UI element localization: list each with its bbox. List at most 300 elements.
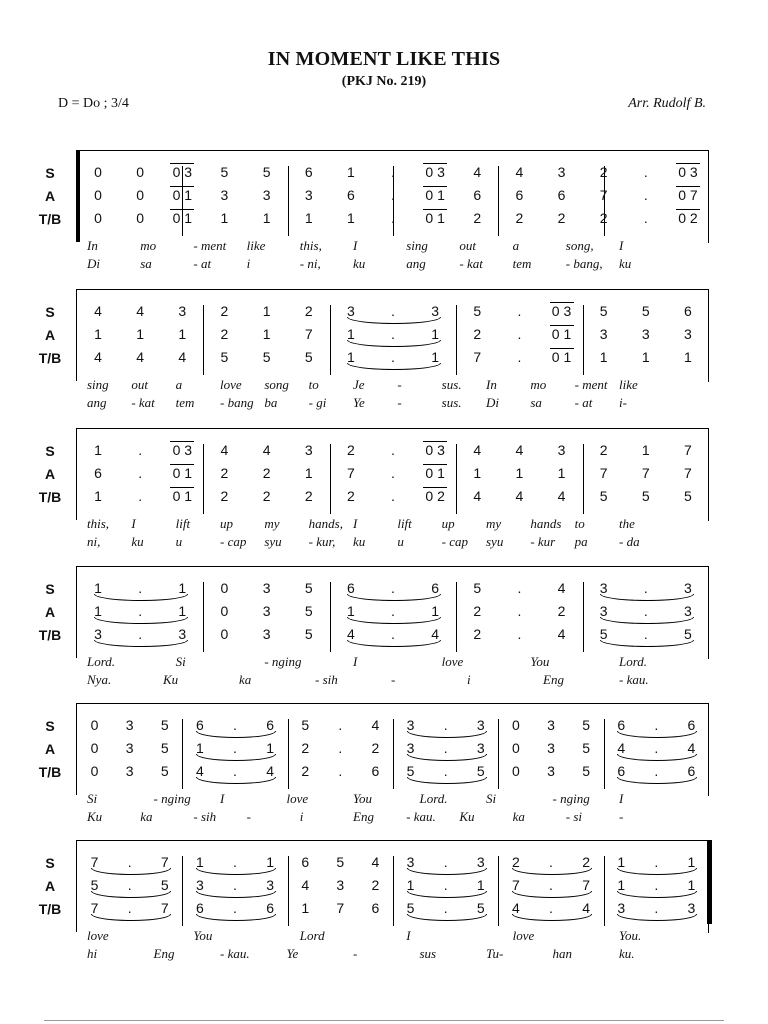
note-a: . — [549, 877, 553, 893]
lyric-indonesian: ku. — [619, 946, 635, 961]
lyric-indonesian: - bang — [220, 395, 254, 410]
note-s: 3 — [178, 303, 187, 319]
note-a: 6 — [473, 187, 482, 203]
note-a: 1 — [266, 740, 274, 756]
lyric-indonesian: ang — [406, 256, 426, 271]
note-tb: 4 — [557, 626, 566, 642]
note-a: 2 — [473, 603, 482, 619]
note-a: 1 — [304, 465, 313, 481]
note-s: 0 — [220, 580, 229, 596]
note-tb: . — [391, 210, 395, 226]
lyric-english: Si — [87, 791, 98, 806]
eighth-beam — [423, 464, 447, 465]
lyric-english: hands, — [308, 516, 343, 531]
bar-line — [182, 719, 183, 789]
note-a: 1 — [473, 465, 482, 481]
note-a: 2 — [262, 465, 271, 481]
lyric-indonesian: Di — [87, 256, 100, 271]
note-tb: . — [654, 763, 659, 779]
eighth-beam — [170, 441, 194, 442]
lyric-indonesian: - da — [619, 534, 640, 549]
note-tb: 3 — [687, 900, 696, 916]
lyric-indonesian: sus. — [441, 395, 462, 410]
note-s: 2 — [582, 854, 590, 870]
lyric-indonesian: Eng — [353, 809, 374, 824]
lyric-indonesian: - — [353, 946, 358, 961]
lyric-indonesian: hi — [87, 946, 98, 961]
note-s: . — [643, 580, 648, 596]
note-a: 1 — [94, 326, 102, 342]
lyric-indonesian: Ye — [286, 946, 299, 961]
note-a: 0 — [220, 603, 229, 619]
note-a: 3 — [195, 877, 204, 893]
note-s: 4 — [94, 303, 102, 319]
note-tb: 2 — [557, 210, 566, 226]
note-tb: 3 — [617, 900, 626, 916]
note-s: 1 — [641, 442, 650, 458]
note-s: 0 3 — [172, 442, 193, 458]
note-tb: 4 — [266, 763, 274, 779]
note-s: 4 — [473, 164, 482, 180]
note-s: 7 — [160, 854, 169, 870]
note-tb: . — [127, 900, 132, 916]
note-tb: 6 — [371, 763, 380, 779]
note-a: 4 — [301, 877, 310, 893]
note-tb: 4 — [178, 349, 187, 365]
note-s: 3 — [431, 303, 440, 319]
system-start-bar — [76, 840, 77, 932]
lyric-indonesian: - cap — [441, 534, 469, 549]
note-a: 0 — [94, 187, 102, 203]
note-a: 1 — [346, 326, 355, 342]
note-s: 3 — [557, 442, 566, 458]
note-s: 2 — [304, 303, 313, 319]
note-tb: 2 — [304, 488, 313, 504]
lyric-english: hands — [530, 516, 562, 531]
note-a: . — [643, 187, 648, 203]
lyric-english: I — [353, 654, 358, 669]
note-s: 4 — [220, 442, 229, 458]
eighth-beam — [676, 209, 700, 210]
lyric-english: I — [220, 791, 225, 806]
voice-label: S — [45, 443, 55, 459]
lyric-indonesian: han — [552, 946, 572, 961]
lyric-indonesian: u — [397, 534, 404, 549]
lyric-english: sing — [87, 377, 109, 392]
lyric-indonesian: - kur — [530, 534, 556, 549]
note-a: 0 — [90, 740, 99, 756]
note-s: . — [138, 442, 143, 458]
note-tb: 2 — [262, 488, 271, 504]
note-tb: 4 — [94, 349, 102, 365]
note-tb: . — [549, 900, 553, 916]
note-s: 5 — [262, 164, 271, 180]
note-s: 4 — [515, 164, 524, 180]
staff-system — [0, 289, 768, 410]
note-a: 6 — [515, 187, 524, 203]
note-a: 7 — [304, 326, 313, 342]
lyric-indonesian: ku — [353, 534, 366, 549]
note-s: 1 — [94, 442, 102, 458]
note-s: 6 — [266, 717, 274, 733]
lyric-english: my — [264, 516, 280, 531]
note-a: 7 — [599, 187, 608, 203]
eighth-beam — [170, 186, 194, 187]
system-start-bar — [76, 703, 77, 795]
lyric-indonesian: - kau. — [619, 672, 649, 687]
note-a: 1 — [617, 877, 626, 893]
note-tb: 2 — [599, 210, 608, 226]
note-s: 2 — [599, 164, 608, 180]
lyric-indonesian: ka — [140, 809, 153, 824]
note-tb: 0 — [136, 210, 145, 226]
lyric-indonesian: tem — [512, 256, 532, 271]
final-bar-line — [707, 840, 712, 924]
note-tb: 5 — [476, 900, 485, 916]
lyric-indonesian: ku — [131, 534, 144, 549]
lyric-english: You. — [619, 928, 642, 943]
lyric-english: love — [512, 928, 535, 943]
lyric-indonesian: Tu- — [486, 946, 504, 961]
note-s: 6 — [304, 164, 313, 180]
lyric-indonesian: Nya. — [87, 672, 112, 687]
note-tb: 3 — [125, 763, 134, 779]
note-a: 1 — [346, 603, 355, 619]
lyric-indonesian: Ku — [87, 809, 103, 824]
note-a: 2 — [371, 740, 380, 756]
bar-line — [498, 719, 499, 789]
note-tb: . — [443, 900, 448, 916]
note-a: 1 — [195, 740, 204, 756]
bar-line — [330, 582, 331, 652]
note-s: 1 — [195, 854, 204, 870]
bar-line — [583, 582, 584, 652]
lyric-english: to — [308, 377, 319, 392]
note-s: . — [517, 303, 522, 319]
lyric-indonesian: u — [175, 534, 183, 549]
lyric-english: like — [246, 238, 266, 253]
note-a: . — [654, 877, 659, 893]
note-s: 6 — [301, 854, 310, 870]
note-s: 6 — [346, 580, 355, 596]
note-a: 3 — [684, 603, 692, 619]
note-tb: 0 1 — [425, 210, 445, 226]
note-s: 0 — [511, 717, 520, 733]
note-s: 3 — [406, 854, 415, 870]
lyric-english: lift — [397, 516, 412, 531]
lyric-english: out — [459, 238, 477, 253]
lyric-indonesian: sa — [530, 395, 542, 410]
note-a: 7 — [684, 465, 692, 481]
note-tb: 2 — [473, 626, 482, 642]
eighth-beam — [676, 186, 700, 187]
lyric-indonesian: - cap — [220, 534, 247, 549]
lyric-english: sing — [406, 238, 428, 253]
note-a: . — [391, 465, 395, 481]
note-a: 6 — [94, 465, 102, 481]
lyric-indonesian: - kau. — [220, 946, 250, 961]
note-tb: 6 — [266, 900, 274, 916]
lyric-english: sus. — [441, 377, 462, 392]
note-tb: . — [233, 900, 237, 916]
note-tb: 5 — [304, 626, 313, 642]
bar-line — [456, 444, 457, 514]
note-a: 1 — [687, 877, 696, 893]
system-start-bar — [76, 428, 77, 520]
note-s: 0 3 — [172, 164, 193, 180]
note-s: 4 — [371, 854, 380, 870]
bar-line — [583, 305, 584, 375]
lyric-english: Lord. — [419, 791, 448, 806]
note-s: 1 — [262, 303, 271, 319]
lyric-indonesian: i — [299, 809, 304, 824]
note-a: 7 — [641, 465, 650, 481]
lyric-indonesian: - kat — [459, 256, 483, 271]
note-tb: . — [138, 626, 143, 642]
bar-line — [456, 582, 457, 652]
lyric-english: I — [131, 516, 136, 531]
note-tb: 4 — [431, 626, 440, 642]
bar-line — [288, 166, 289, 236]
bar-line — [203, 305, 204, 375]
bar-line — [288, 856, 289, 926]
voice-label: T/B — [38, 901, 62, 917]
note-s: 5 — [473, 580, 482, 596]
note-s: . — [517, 580, 522, 596]
note-s: 5 — [301, 717, 310, 733]
note-tb: 0 1 — [172, 488, 193, 504]
footer-divider — [44, 1020, 724, 1021]
note-tb: 5 — [304, 349, 313, 365]
note-tb: . — [654, 900, 659, 916]
note-s: 0 3 — [678, 164, 698, 180]
lyric-english: - nging — [552, 791, 590, 806]
lyric-english: - ment — [574, 377, 608, 392]
note-a: 2 — [557, 603, 566, 619]
lyric-indonesian: ni, — [87, 534, 101, 549]
note-tb: 0 — [90, 763, 99, 779]
voice-label: A — [44, 466, 56, 482]
note-a: . — [443, 740, 448, 756]
eighth-beam — [423, 487, 447, 488]
lyric-english: song — [264, 377, 289, 392]
note-a: 2 — [220, 326, 229, 342]
note-tb: 0 1 — [172, 210, 193, 226]
note-tb: 3 — [178, 626, 187, 642]
note-tb: 6 — [687, 763, 696, 779]
note-a: 3 — [476, 740, 485, 756]
voice-label: T/B — [38, 211, 62, 227]
note-tb: 5 — [220, 349, 229, 365]
note-a: 0 1 — [172, 187, 193, 203]
lyric-english: like — [619, 377, 638, 392]
note-a: 5 — [160, 877, 169, 893]
staff-system — [0, 840, 768, 961]
note-tb: 1 — [262, 210, 271, 226]
eighth-beam — [550, 348, 574, 349]
note-s: 1 — [178, 580, 187, 596]
system-start-bar — [76, 289, 77, 381]
note-tb: 2 — [346, 488, 355, 504]
eighth-beam — [170, 163, 194, 164]
note-a: 2 — [371, 877, 380, 893]
lyric-indonesian: - — [397, 395, 402, 410]
bar-line — [583, 444, 584, 514]
note-tb: 1 — [346, 210, 355, 226]
eighth-beam — [170, 464, 194, 465]
bar-line — [498, 166, 499, 236]
lyric-indonesian: Eng — [153, 946, 175, 961]
lyric-indonesian: Eng — [543, 672, 564, 687]
note-s: 5 — [473, 303, 482, 319]
note-a: 3 — [266, 877, 274, 893]
bar-line — [604, 719, 605, 789]
note-s: 4 — [136, 303, 145, 319]
note-a: 3 — [547, 740, 555, 756]
note-a: 5 — [160, 740, 169, 756]
lyric-indonesian: - sih — [193, 809, 217, 824]
note-s: . — [391, 303, 395, 319]
lyric-english: - nging — [153, 791, 191, 806]
note-s: 0 3 — [425, 442, 445, 458]
note-a: 3 — [406, 740, 415, 756]
note-tb: . — [338, 763, 343, 779]
note-a: 0 7 — [678, 187, 698, 203]
note-a: 1 — [178, 603, 187, 619]
lyric-indonesian: - bang, — [565, 256, 603, 271]
note-a: 1 — [431, 326, 440, 342]
lyric-indonesian: - kur, — [308, 534, 336, 549]
note-a: 3 — [336, 877, 345, 893]
lyric-english: love — [87, 928, 109, 943]
lyric-indonesian: Di — [486, 395, 499, 410]
bar-line — [456, 305, 457, 375]
note-a: 1 — [406, 877, 415, 893]
note-s: . — [233, 717, 237, 733]
lyric-english: song, — [565, 238, 594, 253]
note-s: 3 — [599, 580, 608, 596]
note-tb: 5 — [262, 349, 271, 365]
note-s: 1 — [266, 854, 274, 870]
note-tb: 5 — [599, 626, 608, 642]
lyric-english: You — [530, 654, 550, 669]
lyric-english: - nging — [264, 654, 302, 669]
note-tb: 4 — [346, 626, 355, 642]
note-s: 0 3 — [425, 164, 445, 180]
lyric-english: Lord — [299, 928, 325, 943]
note-tb: 0 2 — [425, 488, 445, 504]
note-s: 5 — [220, 164, 229, 180]
note-tb: . — [517, 349, 522, 365]
eighth-beam — [550, 325, 574, 326]
note-tb: 3 — [547, 763, 555, 779]
lyric-indonesian: ka — [512, 809, 525, 824]
note-s: 2 — [511, 854, 520, 870]
eighth-beam — [676, 163, 700, 164]
note-tb: 1 — [431, 349, 440, 365]
note-a: 1 — [557, 465, 566, 481]
note-s: . — [391, 164, 395, 180]
lyric-indonesian: syu — [264, 534, 282, 549]
note-a: . — [654, 740, 659, 756]
note-tb: . — [643, 210, 648, 226]
voice-label: A — [44, 327, 56, 343]
lyric-english: a — [512, 238, 520, 253]
note-a: 0 1 — [425, 187, 445, 203]
note-a: 0 1 — [551, 326, 572, 342]
note-tb: 0 — [94, 210, 102, 226]
note-s: 3 — [262, 580, 271, 596]
note-a: 0 — [511, 740, 520, 756]
note-s: 3 — [346, 303, 355, 319]
song-title: IN MOMENT LIKE THIS — [267, 48, 501, 70]
note-a: 7 — [346, 465, 355, 481]
note-a: 1 — [431, 603, 440, 619]
note-s: 3 — [125, 717, 134, 733]
lyric-indonesian: ku — [353, 256, 366, 271]
note-tb: 5 — [406, 900, 415, 916]
lyric-indonesian: - — [391, 672, 396, 687]
lyric-indonesian: - kat — [131, 395, 155, 410]
lyric-indonesian: sus — [419, 946, 437, 961]
note-tb: 2 — [515, 210, 524, 226]
eighth-beam — [170, 209, 194, 210]
voice-label: A — [44, 741, 56, 757]
note-a: . — [127, 877, 132, 893]
lyric-indonesian: - — [246, 809, 251, 824]
note-s: 2 — [220, 303, 229, 319]
note-s: 4 — [557, 580, 566, 596]
lyric-english: In — [486, 377, 497, 392]
system-start-bar — [76, 150, 80, 242]
note-a: 0 1 — [172, 465, 193, 481]
note-s: 4 — [262, 442, 271, 458]
note-s: 1 — [346, 164, 355, 180]
lyric-indonesian: - sih — [315, 672, 338, 687]
eighth-beam — [170, 487, 194, 488]
note-tb: 5 — [684, 626, 692, 642]
note-tb: . — [643, 626, 648, 642]
lyric-english: Je — [353, 377, 365, 392]
lyric-english: I — [353, 516, 358, 531]
voice-label: S — [45, 581, 55, 597]
note-s: 1 — [617, 854, 626, 870]
lyric-english: - — [397, 377, 402, 392]
lyric-english: You — [353, 791, 373, 806]
lyric-english: lift — [175, 516, 191, 531]
eighth-beam — [423, 186, 447, 187]
note-tb: 1 — [599, 349, 608, 365]
note-s: 3 — [476, 717, 485, 733]
lyric-indonesian: ku — [619, 256, 632, 271]
lyric-indonesian: pa — [574, 534, 588, 549]
note-a: . — [338, 740, 343, 756]
note-a: . — [517, 326, 522, 342]
song-subtitle: (PKJ No. 219) — [341, 74, 427, 89]
note-a: 3 — [599, 326, 608, 342]
note-tb: 1 — [684, 349, 692, 365]
note-tb: 2 — [301, 763, 310, 779]
key-signature: D = Do ; 3/4 — [58, 96, 129, 111]
note-a: . — [138, 465, 143, 481]
lyric-indonesian: i — [246, 256, 251, 271]
note-tb: . — [391, 626, 395, 642]
note-tb: 1 — [304, 210, 313, 226]
lyric-indonesian: - at — [193, 256, 212, 271]
note-tb: 4 — [195, 763, 204, 779]
note-a: . — [233, 877, 237, 893]
voice-label: S — [45, 718, 55, 734]
